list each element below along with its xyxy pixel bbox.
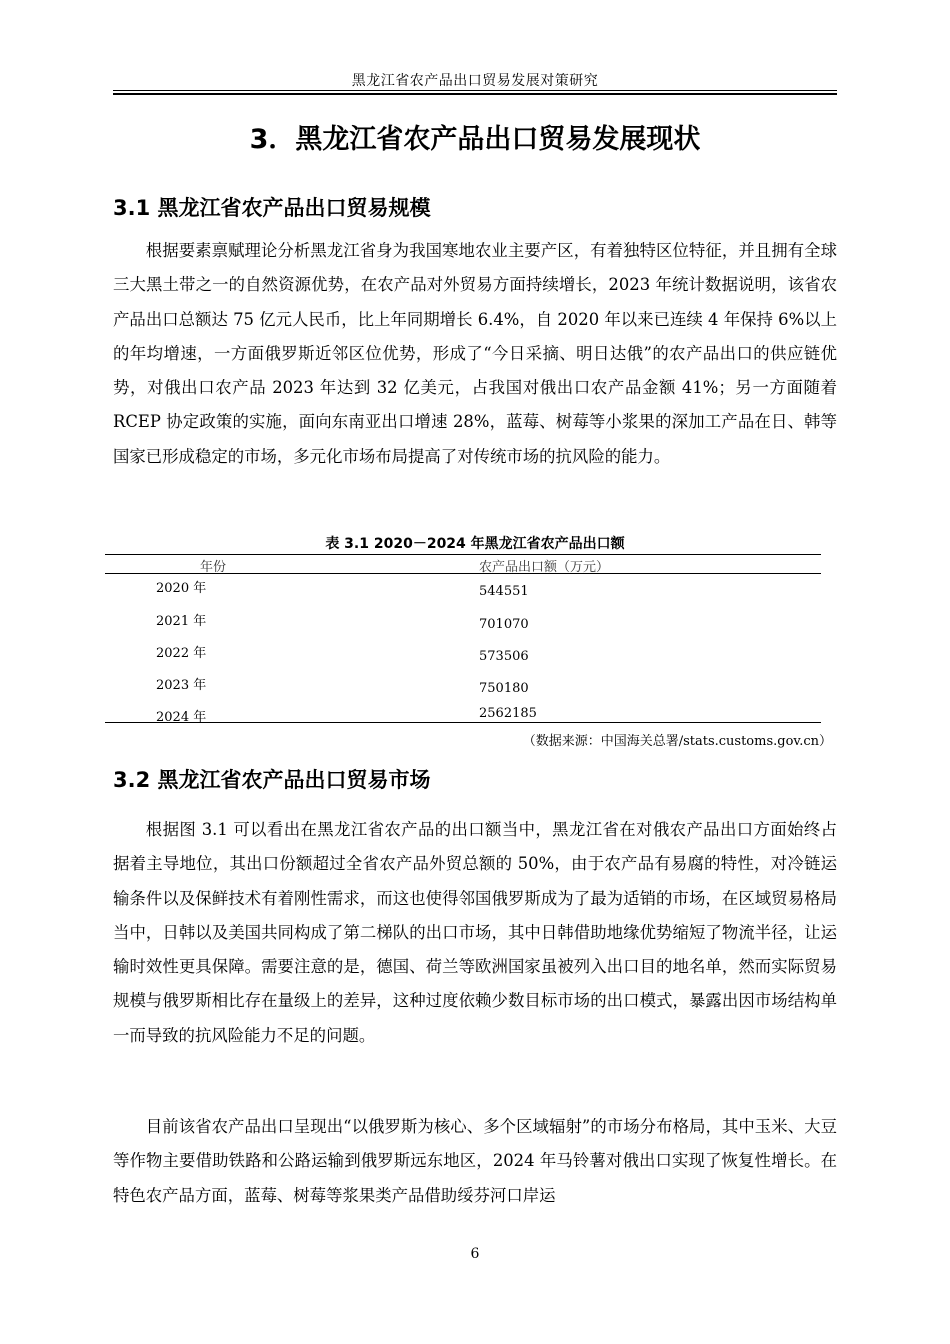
table-row-value: 750180 [479, 681, 529, 696]
table-bottom-rule [105, 722, 821, 723]
chapter-title: 3．黑龙江省农产品出口贸易发展现状 [249, 124, 701, 155]
table-row-year: 2020 年 [156, 581, 207, 596]
table-header-year: 年份 [200, 560, 227, 575]
running-header: 黑龙江省农产品出口贸易发展对策研究 [351, 73, 599, 89]
section-3-2-paragraph-1: 根据图 3.1 可以看出在黑龙江省农产品的出口额当中，黑龙江省在对俄农产品出口方面始终占据着主导地位，其出口份额超过全省农产品外贸总额的 50%，由于农产品有易腐的特性，对冷链运输条件以及保鲜技术有着刚性需求，而这也使得邻国俄罗斯成为了最为适销的市场，在区域贸易格局当中，日韩以及美国共同构成了第二梯队的出口市场，其中日韩借助地缘优势缩短了物流半径，让运输时效性更具保障。需要注意的是，德国、荷兰等欧洲国家虽被列入出口目的地名单，然而实际贸易规模与俄罗斯相比存在量级上的差异，这种过度依赖少数目标市场的出口模式，暴露出因市场结构单一而导致的抗风险能力不足的问题。 [113, 820, 838, 1045]
table-row-value: 573506 [479, 649, 529, 664]
section-title-3-1: 3.1 黑龙江省农产品出口贸易规模 [113, 196, 431, 220]
table-row-year: 2022 年 [156, 646, 207, 661]
table-row-year: 2024 年 [156, 710, 207, 725]
section-title-3-2: 3.2 黑龙江省农产品出口贸易市场 [113, 768, 431, 792]
section-3-2-paragraph-2: 目前该省农产品出口呈现出“以俄罗斯为核心、多个区域辐射”的市场分布格局，其中玉米、大豆等作物主要借助铁路和公路运输到俄罗斯远东地区，2024 年马铃薯对俄出口实现了恢复性增长。在特色农产品方面，蓝莓、树莓等浆果类产品借助绥芬河口岸运 [113, 1117, 837, 1205]
section-3-1-paragraph: 根据要素禀赋理论分析黑龙江省身为我国寒地农业主要产区，有着独特区位特征，并且拥有全球三大黑土带之一的自然资源优势，在农产品对外贸易方面持续增长，2023 年统计数据说明，该省农产品出口总额达 75 亿元人民币，比上年同期增长 6.4%，自 2020 年以来已连续 4 年保持 6%以上的年均增速，一方面俄罗斯近邻区位优势，形成了“今日采摘、明日达俄”的农产品出口的供应链优势，对俄出口农产品 2023 年达到 32 亿美元，占我国对俄出口农产品金额 41%；另一方面随着 RCEP 协定政策的实施，面向东南亚出口增速 28%，蓝莓、树莓等小浆果的深加工产品在日、韩等国家已形成稳定的市场，多元化市场布局提高了对传统市场的抗风险的能力。 [113, 241, 837, 466]
header-rule-thick [113, 93, 837, 95]
table-row-year: 2023 年 [156, 678, 207, 693]
table-row-value: 544551 [479, 584, 529, 599]
table-source-note: （数据来源：中国海关总署/stats.customs.gov.cn） [522, 734, 832, 749]
table-row-value: 2562185 [479, 706, 537, 721]
table-top-rule [105, 554, 821, 555]
table-header-value: 农产品出口额（万元） [479, 560, 610, 575]
header-rule-thin [113, 90, 837, 91]
table-row-year: 2021 年 [156, 614, 207, 629]
table-caption: 表 3.1 2020－2024 年黑龙江省农产品出口额 [325, 536, 625, 552]
page-number: 6 [470, 1246, 480, 1262]
table-header-rule [105, 573, 821, 574]
table-row-value: 701070 [479, 617, 529, 632]
